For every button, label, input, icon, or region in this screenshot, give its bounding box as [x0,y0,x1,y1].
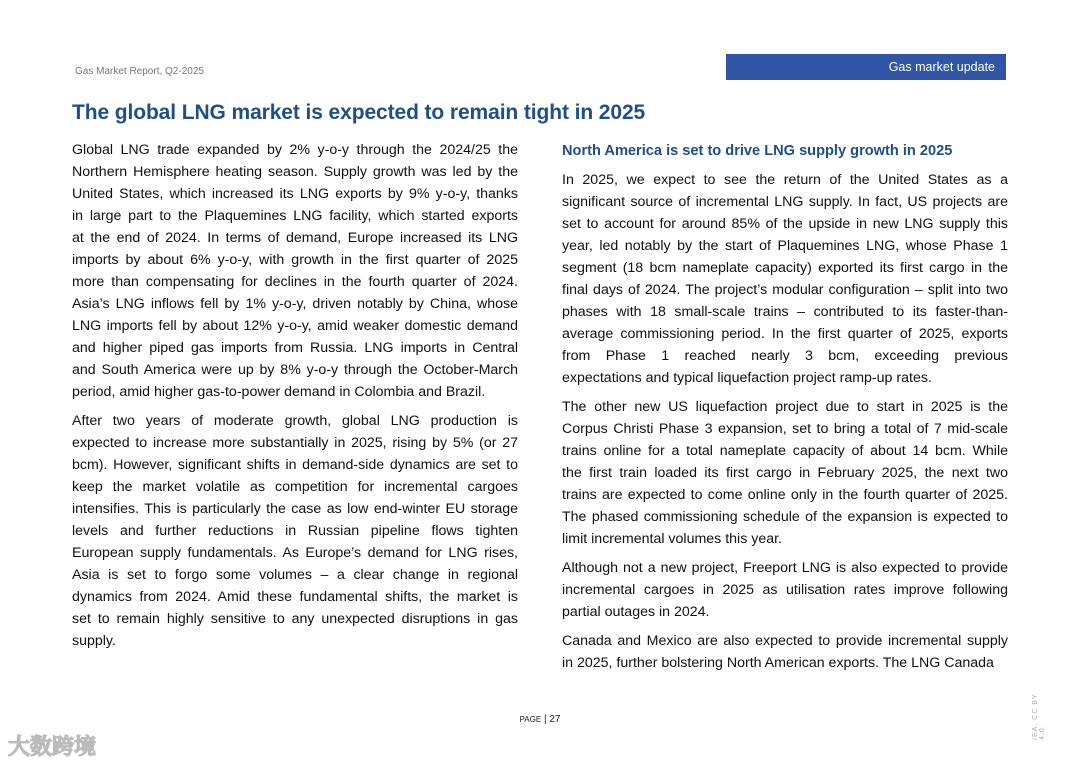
page-footer: PAGE | 27 [519,714,561,725]
text-line: Asia’s LNG inflows fell by 1% y-o-y, driven notably by China, whose [72,296,518,312]
text-line: in 2025, further bolstering North American exports. The LNG Canada [562,655,994,671]
section-subheading: North America is set to drive LNG supply growth in 2025 [562,143,953,159]
text-line: at the end of 2024. In terms of demand, Europe increased its LNG [72,230,518,246]
text-line: from Phase 1 reached nearly 3 bcm, exceeding previous [562,348,1008,364]
text-line: in large part to the Plaquemines LNG facility, which started exports [72,208,518,224]
text-line: bcm). However, significant shifts in demand-side dynamics are set to [72,457,518,473]
text-line: expected to increase more substantially in 2025, rising by 5% (or 27 [72,435,518,451]
license-note: IEA. CC BY 4.0. [1032,693,1046,740]
text-line: Asia is set to forgo some volumes – a clear change in regional [72,567,518,583]
text-line: Northern Hemisphere heating season. Supply growth was led by the [72,164,518,180]
text-line: the first train loaded its first cargo in February 2025, the next two [562,465,1008,481]
left-column [72,139,518,659]
right-column [562,139,1008,681]
text-line: After two years of moderate growth, global LNG production is [72,413,518,429]
text-line: European supply fundamentals. As Europe’s demand for LNG rises, [72,545,518,561]
paragraph [562,630,1008,674]
text-line: more than compensating for declines in the fourth quarter of 2024. [72,274,518,290]
paragraph [562,169,1008,389]
text-line: set to remain highly sensitive to any unexpected disruptions in gas [72,611,518,627]
text-line: In 2025, we expect to see the return of the United States as a [562,172,1008,188]
text-line: dynamics from 2024. Amid these fundamental shifts, the market is [72,589,518,605]
text-line: significant source of incremental LNG supply. In fact, US projects are [562,194,1008,210]
paragraph [562,396,1008,550]
paragraph [562,557,1008,623]
text-line: segment (18 bcm nameplate capacity) exported its first cargo in the [562,260,1008,276]
section-badge: Gas market update [726,54,1006,80]
text-line: supply. [72,633,116,649]
page-label: PAGE [519,715,542,724]
paragraph [72,410,518,652]
text-line: and higher piped gas imports from Russia. LNG imports in Central [72,340,518,356]
text-line: intensifies. This is particularly the case as low end-winter EU storage [72,501,518,517]
text-line: period, amid higher gas-to-power demand in Colombia and Brazil. [72,384,486,400]
report-name: Gas Market Report, Q2-2025 [75,66,204,77]
text-line: partial outages in 2024. [562,604,710,620]
text-line: Global LNG trade expanded by 2% y-o-y through the 2024/25 the [72,142,518,158]
text-line: average commissioning period. In the first quarter of 2025, exports [562,326,1008,342]
text-line: limit incremental volumes this year. [562,531,782,547]
page-number: 27 [549,714,561,725]
text-line: year, led notably by the start of Plaquemines LNG, whose Phase 1 [562,238,1008,254]
paragraph [72,139,518,403]
page-title: The global LNG market is expected to remain tight in 2025 [72,101,646,124]
text-line: LNG imports fell by about 12% y-o-y, amid weaker domestic demand [72,318,518,334]
text-line: trains are expected to come online only in the fourth quarter of 2025. [562,487,1008,503]
text-line: set to account for around 85% of the upside in new LNG supply this [562,216,1008,232]
text-line: incremental cargoes in 2025 as utilisation rates improve following [562,582,1008,598]
text-line: and South America were up by 8% y-o-y through the October-March [72,362,518,378]
text-line: Corpus Christi Phase 3 expansion, set to bring a total of 7 mid-scale [562,421,1008,437]
text-line: The phased commissioning schedule of the expansion is expected to [562,509,1008,525]
text-line: final days of 2024. The project’s modular configuration – split into two [562,282,1008,298]
text-line: phases with 18 small-scale trains – contributed to its faster-than- [562,304,1008,320]
text-line: Canada and Mexico are also expected to provide incremental supply [562,633,1008,649]
text-line: keep the market volatile as competition for incremental cargoes [72,479,518,495]
text-line: levels and further reductions in Russian pipeline flows tighten [72,523,518,539]
watermark: 大数跨境 [8,734,97,759]
text-line: expectations and typical liquefaction project ramp-up rates. [562,370,932,386]
text-line: imports by about 6% y-o-y, with growth in the first quarter of 2025 [72,252,518,268]
text-line: The other new US liquefaction project due to start in 2025 is the [562,399,1008,415]
text-line: trains online for a total nameplate capacity of about 14 bcm. While [562,443,1008,459]
text-line: United States, which increased its LNG exports by 9% y-o-y, thanks [72,186,518,202]
text-line: Although not a new project, Freeport LNG is also expected to provide [562,560,1008,576]
